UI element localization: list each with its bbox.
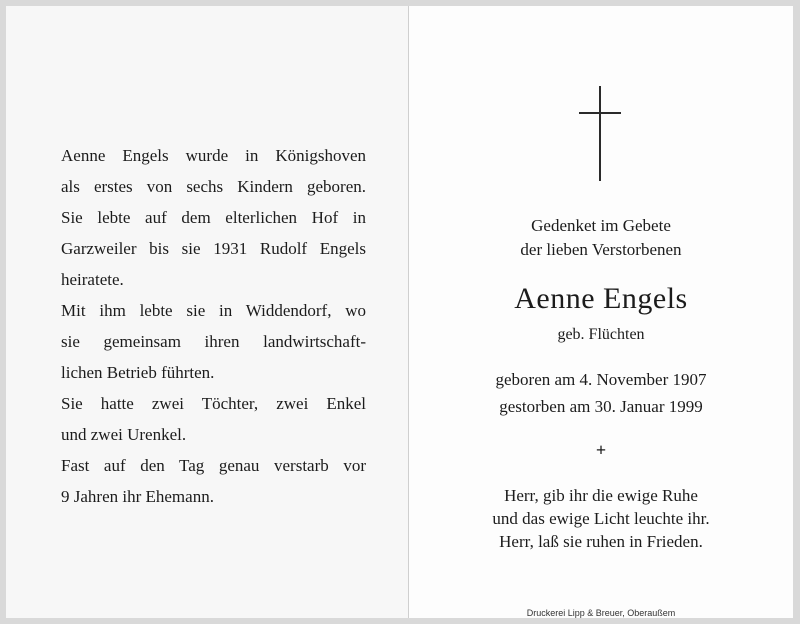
- left-page: [6, 6, 409, 618]
- biography-line: Mit ihm lebte sie in Widdendorf, wo: [61, 301, 366, 320]
- birth-date: geboren am 4. November 1907: [495, 370, 707, 389]
- prayer-line: Herr, gib ihr die ewige Ruhe: [504, 486, 698, 505]
- right-page: [409, 6, 793, 618]
- biography-line: Garzweiler bis sie 1931 Rudolf Engels: [61, 239, 366, 258]
- death-date: gestorben am 30. Januar 1999: [499, 397, 703, 416]
- biography-line: Sie lebte auf dem elterlichen Hof in: [61, 208, 366, 227]
- small-cross-icon: +: [595, 440, 607, 460]
- prayer-line: und das ewige Licht leuchte ihr.: [492, 509, 710, 528]
- biography-line: lichen Betrieb führten.: [61, 363, 215, 382]
- memorial-intro: [409, 214, 793, 262]
- life-dates: [409, 366, 793, 420]
- biography-line: und zwei Urenkel.: [61, 425, 187, 444]
- biography-line: als erstes von sechs Kindern geboren.: [61, 177, 366, 196]
- printer-credit: Druckerei Lipp & Breuer, Oberaußem: [526, 608, 676, 618]
- biography-line: 9 Jahren ihr Ehemann.: [61, 487, 214, 506]
- biography-line: Sie hatte zwei Töchter, zwei Enkel: [61, 394, 366, 413]
- prayer-line: Herr, laß sie ruhen in Frieden.: [499, 532, 703, 551]
- cross-icon-vertical: [599, 86, 601, 181]
- deceased-name: Aenne Engels: [514, 282, 688, 315]
- biography-line: heiratete.: [61, 270, 124, 289]
- intro-line: Gedenket im Gebete: [531, 216, 671, 235]
- maiden-name: geb. Flüchten: [557, 326, 645, 343]
- biography-line: Fast auf den Tag genau verstarb vor: [61, 456, 366, 475]
- biography-line: Aenne Engels wurde in Königshoven: [61, 146, 366, 165]
- prayer-text: [409, 484, 793, 553]
- biography-text: [61, 140, 366, 512]
- intro-line: der lieben Verstorbenen: [520, 240, 682, 259]
- biography-line: sie gemeinsam ihren landwirtschaft-: [61, 332, 366, 351]
- cross-icon-horizontal: [579, 112, 621, 114]
